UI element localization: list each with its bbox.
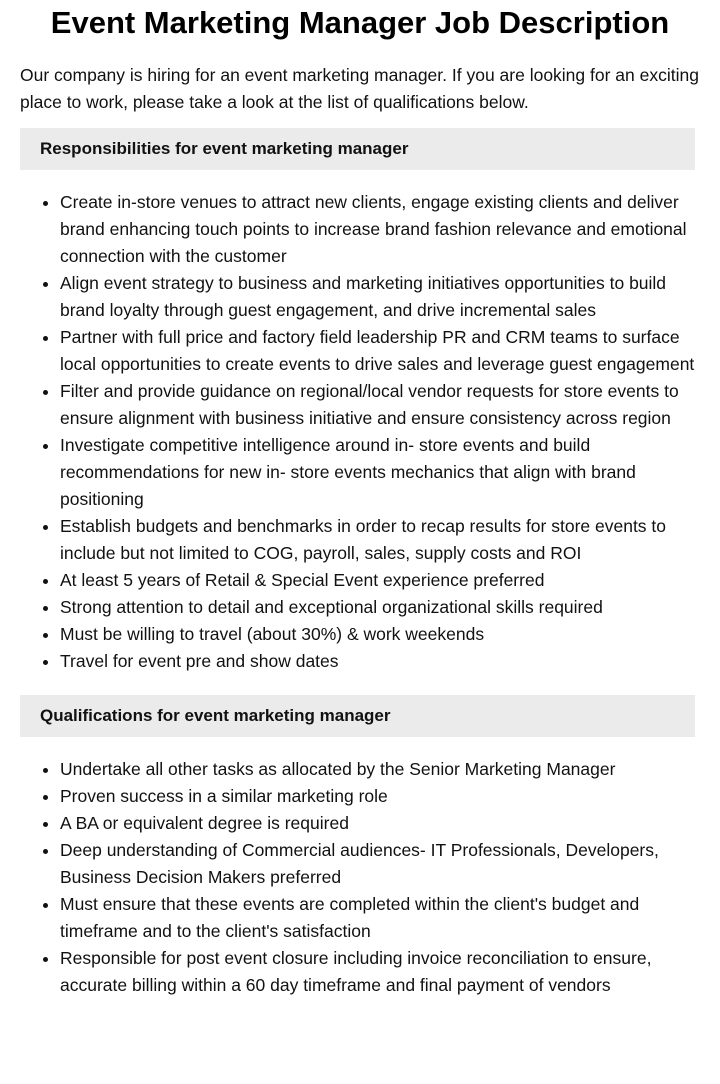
page-title: Event Marketing Manager Job Description [50,5,670,40]
list-item: • Deep understanding of Commercial audiences- IT Professionals, Developers, Business Decision Makers preferred [60,837,700,891]
list-item: • Create in-store venues to attract new clients, engage existing clients and deliver brand enhancing touch points to increase brand fashion relevance and emotional connection with the customer [60,189,700,270]
list-item: • Strong attention to detail and exceptional organizational skills required [60,594,700,621]
list-item: • Filter and provide guidance on regional/local vendor requests for store events to ensure alignment with business initiative and ensure consistency across region [60,378,700,432]
list-item: • Must ensure that these events are completed within the client's budget and timeframe and to the client's satisfaction [60,891,700,945]
list-item: • Responsible for post event closure including invoice reconciliation to ensure, accurate billing within a 60 day timeframe and final payment of vendors [60,945,700,999]
list-item: • Proven success in a similar marketing role [60,783,700,810]
list-item: • Investigate competitive intelligence around in- store events and build recommendations for new in- store events mechanics that align with brand positioning [60,432,700,513]
list-item: • At least 5 years of Retail & Special Event experience preferred [60,567,700,594]
responsibilities-list [20,189,700,675]
list-item: • Align event strategy to business and marketing initiatives opportunities to build brand loyalty through guest engagement, and drive incremental sales [60,270,700,324]
list-item: • A BA or equivalent degree is required [60,810,700,837]
list-item: • Must be willing to travel (about 30%) & work weekends [60,621,700,648]
list-item: • Establish budgets and benchmarks in order to recap results for store events to include but not limited to COG, payroll, sales, supply costs and ROI [60,513,700,567]
qualifications-list [20,756,700,999]
list-item: • Partner with full price and factory field leadership PR and CRM teams to surface local opportunities to create events to drive sales and leverage guest engagement [60,324,700,378]
list-item: • Undertake all other tasks as allocated by the Senior Marketing Manager [60,756,700,783]
responsibilities-heading: Responsibilities for event marketing manager [20,128,695,170]
intro-text: Our company is hiring for an event marketing manager. If you are looking for an exciting place to work, please take a look at the list of qualifications below. [20,65,699,112]
qualifications-heading: Qualifications for event marketing manager [20,695,695,737]
list-item: • Travel for event pre and show dates [60,648,700,675]
